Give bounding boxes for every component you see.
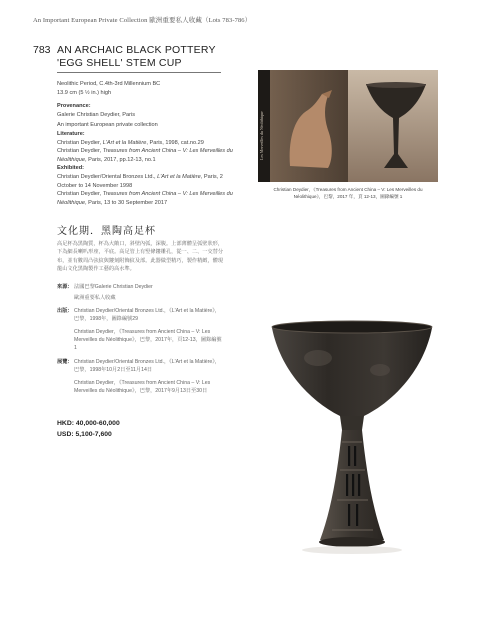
chinese-exhibited-entry-2: Christian Deydier，《Treasures from Ancient China – V: Les Merveilles du Néolithique》，巴黎，2017年9月13日至30日 <box>74 379 211 394</box>
catalogue-photo-graphic <box>258 70 438 182</box>
exhibited-entry-1: Christian Deydier/Oriental Bronzes Ltd., L'Art et la Matière, Paris, 2 October to 14 November 1998 <box>57 173 223 189</box>
provenance-label: Provenance: <box>57 103 91 110</box>
lot-title <box>57 44 227 70</box>
chinese-exhibited-label: 展覽： <box>57 359 73 365</box>
exhibited-label: Exhibited: <box>57 165 85 172</box>
book-spine-title: Les Merveilles du Néolithique <box>259 111 264 160</box>
chinese-literature-entry-2: Christian Deydier，《Treasures from Ancient China – V: Les Merveilles du Néolithique》，巴黎，2017年，頁12-13，圖錄編號1 <box>74 328 222 352</box>
lot-title-line-1: AN ARCHAIC BLACK POTTERY <box>57 44 216 56</box>
chinese-exhibited-entry-1: Christian Deydier/Oriental Bronzes Ltd.，《L'Art et la Matière》，巴黎，1998年10月2日至11月14日 <box>74 359 220 374</box>
chinese-literature-label: 出版： <box>57 308 73 314</box>
chinese-provenance-label: 來源： <box>57 284 73 290</box>
chinese-literature-entry-1: Christian Deydier/Oriental Bronzes Ltd.，《L'Art et la Matière》，巴黎，1998年，圖錄編號29 <box>74 308 220 323</box>
running-header: An Important European Private Collection 歐洲重要私人收藏（Lots 783-786） <box>33 17 252 24</box>
chinese-exhibited <box>57 358 227 408</box>
title-divider <box>57 72 221 73</box>
photo-caption-line-1: Christian Deydier，《Treasures from Ancient China – V: Les Merveilles du <box>273 187 423 192</box>
literature-entry-2: Christian Deydier, Treasures from Ancient China – V: Les Merveilles du Néolithique, Paris, 2017, pp.12-13, no.1 <box>57 148 233 163</box>
lot-details <box>57 80 237 207</box>
price-hkd: HKD: 40,000-60,000 <box>57 420 120 427</box>
lot-number: 783 <box>33 44 51 56</box>
catalogue-photo <box>258 70 438 182</box>
chinese-provenance <box>57 283 227 303</box>
provenance-entry-2: An important European private collection <box>57 122 158 129</box>
stem-cup-photo <box>268 318 436 564</box>
literature-entry-1: Christian Deydier, L'Art et la Matière, Paris, 1998, cat.no.29 <box>57 139 204 146</box>
chinese-literature <box>57 307 227 357</box>
photo-caption <box>258 186 438 200</box>
literature-label: Literature: <box>57 130 85 137</box>
period-text: Neolithic Period, C.4th-3rd Millennium BC <box>57 81 161 87</box>
exhibited-entry-2: Christian Deydier, Treasures from Ancient China – V: Les Merveilles du Néolithique, Paris, 13 to 30 September 2017 <box>57 191 233 206</box>
chinese-provenance-entry-2: 歐洲重要私人收藏 <box>74 295 116 302</box>
stem-cup-graphic <box>268 318 436 564</box>
chinese-provenance-entry-1: 法國巴黎Galerie Christian Deydier <box>74 284 153 290</box>
height-text: 13.9 cm (5 ½ in.) high <box>57 89 112 96</box>
chinese-title: 文化期．黑陶高足杯 <box>57 226 156 237</box>
provenance-entry-1: Galerie Christian Deydier, Paris <box>57 111 136 118</box>
price-usd: USD: 5,100-7,600 <box>57 431 112 438</box>
photo-caption-line-2: Néolithique》，巴黎，2017 年，頁 12-13，圖錄編號 1 <box>293 194 403 199</box>
chinese-description: 高足杯為黑陶質，杯為大敞口，斜壁內弧，深腹。上部薄體呈弧壁狀形，下為細長喇叭形座，平底。高足管上有竪條鏤雕孔，從一、二、一交替分布，並有數周凸弦紋與鏤刻附飾紋及部。此器做型精巧，製作精緻，體現龍山文化黑陶製作工藝的高水準。 <box>57 241 224 272</box>
lot-title-line-2: 'EGG SHELL' STEM CUP <box>57 57 182 69</box>
